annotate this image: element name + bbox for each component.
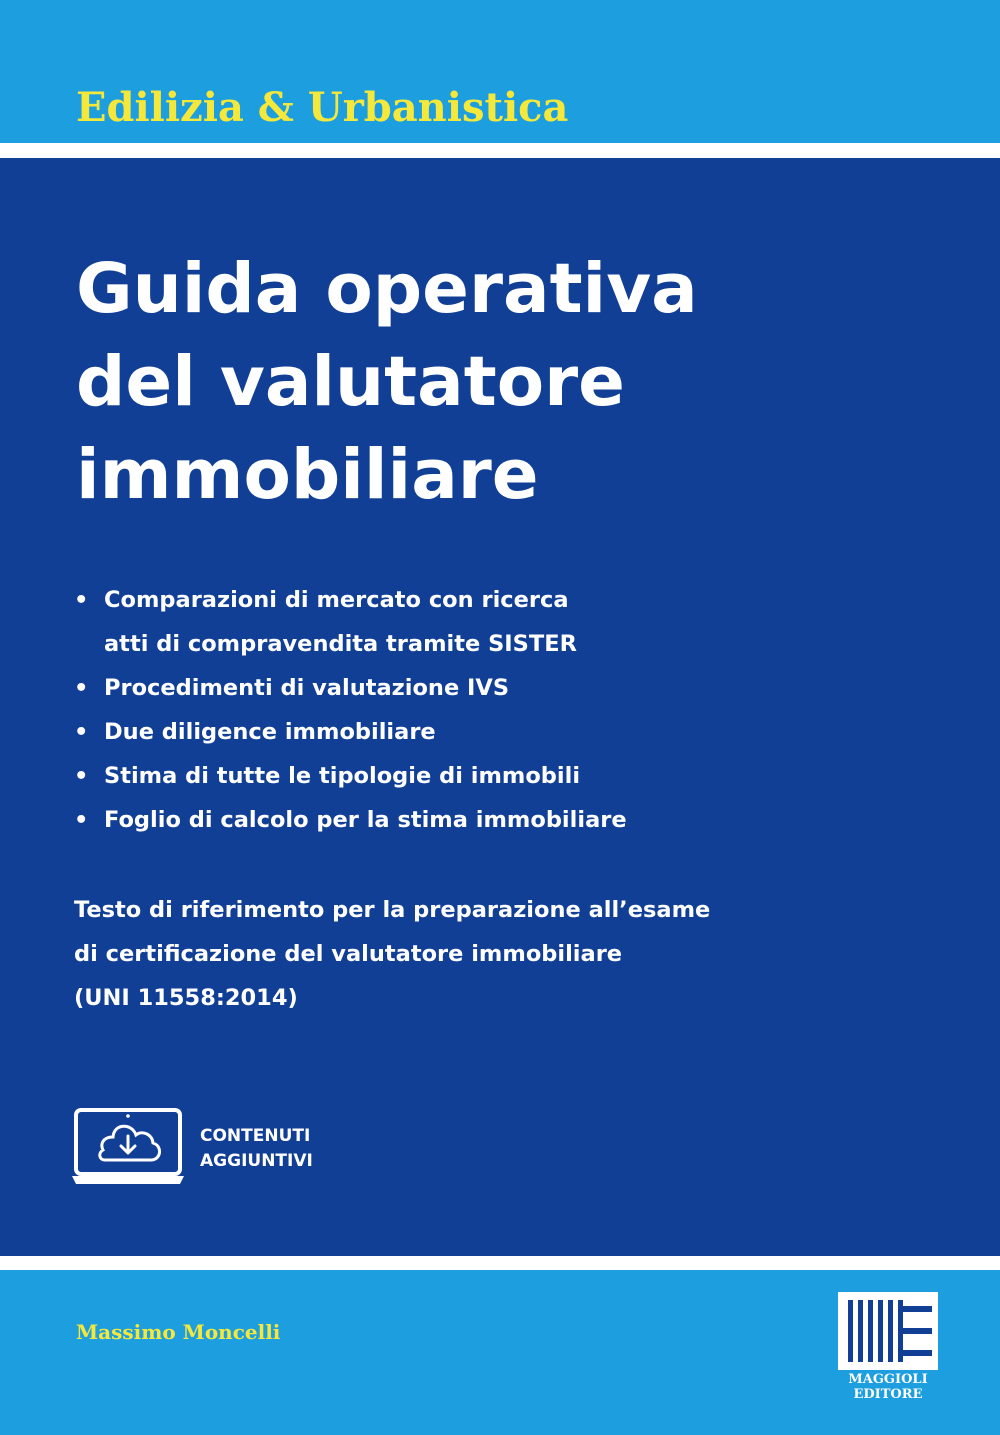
feature-text: atti di compravendita tramite SISTER [104, 631, 577, 657]
feature-item [74, 710, 627, 754]
description [74, 888, 710, 1020]
cover-panel [0, 158, 1000, 1256]
extra-content-label [200, 1124, 313, 1174]
title-line: del valutatore [76, 342, 625, 422]
book-title [76, 243, 698, 522]
feature-text: • Foglio di calcolo per la stima immobiliare [104, 807, 627, 833]
description-line: di certificazione del valutatore immobiliare [74, 941, 623, 967]
author-name: Massimo Moncelli [76, 1320, 281, 1344]
feature-list [74, 578, 627, 842]
bottom-band [0, 1270, 1000, 1435]
feature-item [74, 578, 627, 666]
publisher-logo [838, 1292, 938, 1402]
feature-text: • Comparazioni di mercato con ricerca [104, 587, 569, 613]
top-band [0, 0, 1000, 143]
feature-text: • Due diligence immobiliare [104, 719, 436, 745]
description-line: (UNI 11558:2014) [74, 985, 298, 1011]
feature-item [74, 754, 627, 798]
laptop-cloud-download-icon [72, 1106, 184, 1188]
title-line: immobiliare [76, 435, 539, 515]
extra-content-line: CONTENUTI [200, 1126, 311, 1146]
series-name: Edilizia & Urbanistica [76, 84, 569, 131]
feature-item [74, 666, 627, 710]
feature-item [74, 798, 627, 842]
feature-text: • Procedimenti di valutazione IVS [104, 675, 510, 701]
extra-content-line: AGGIUNTIVI [200, 1151, 313, 1171]
title-line: Guida operativa [76, 249, 698, 329]
publisher-line: EDITORE [853, 1387, 923, 1402]
description-line: Testo di riferimento per la preparazione all’esame [74, 897, 711, 923]
publisher-line: MAGGIOLI [848, 1372, 928, 1387]
feature-text: • Stima di tutte le tipologie di immobili [104, 763, 581, 789]
